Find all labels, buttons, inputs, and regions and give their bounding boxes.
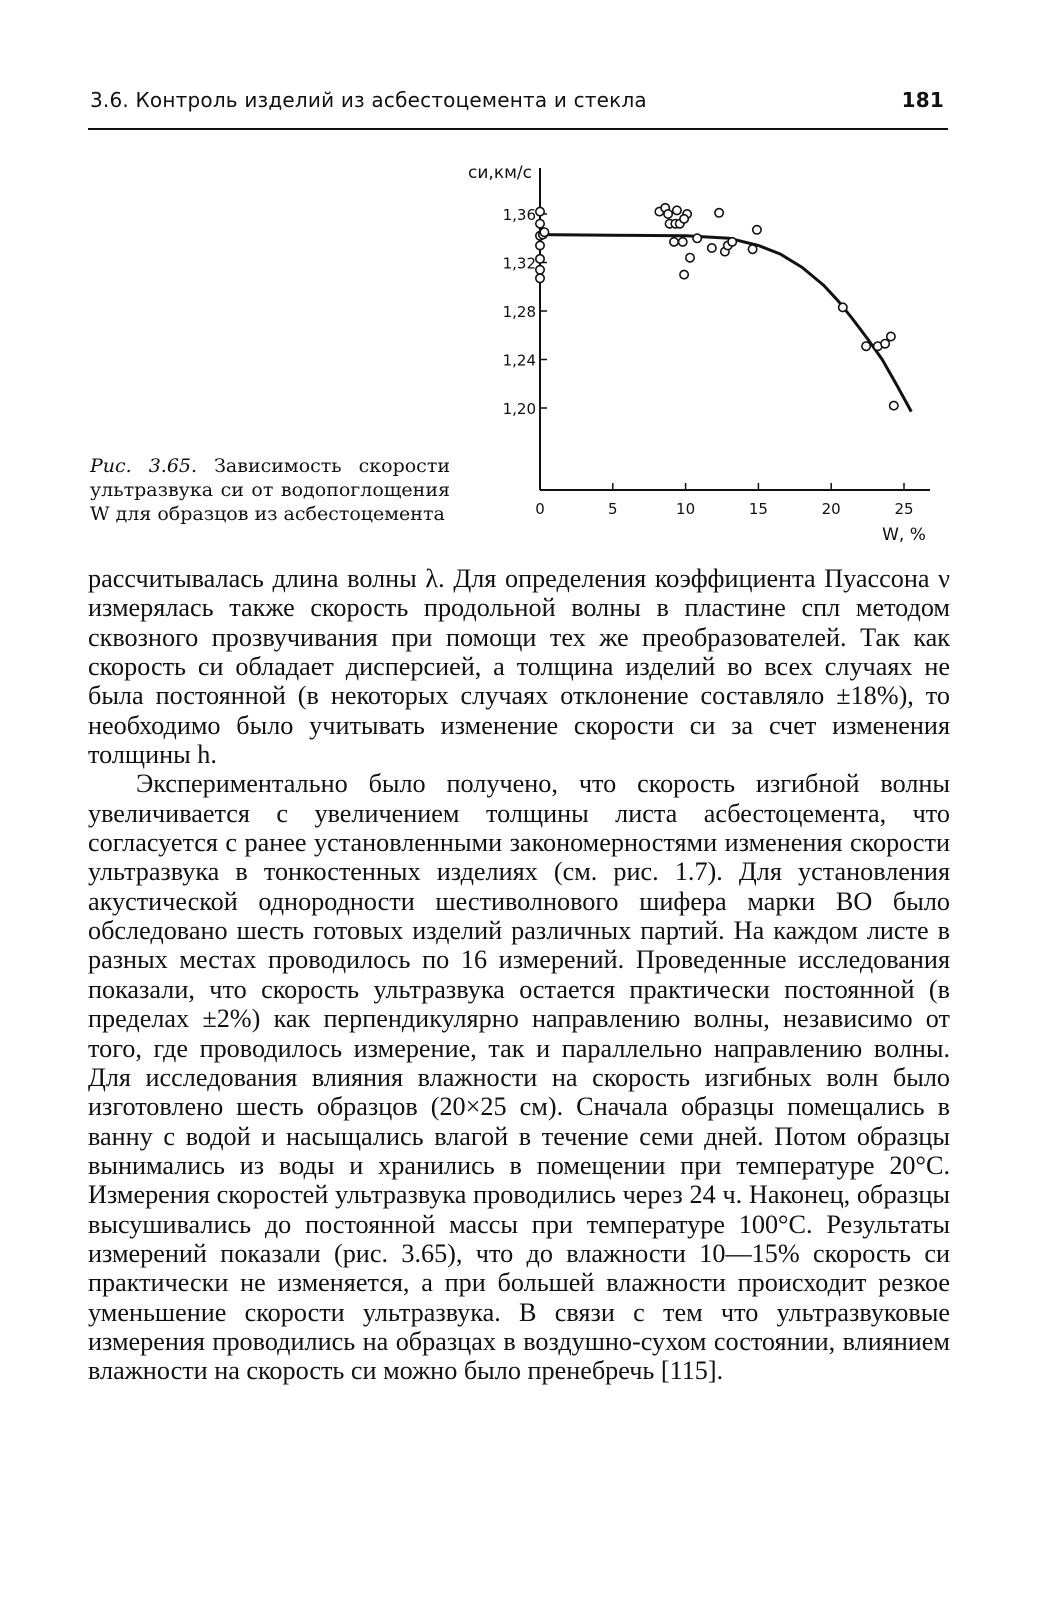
data-point [748, 245, 756, 253]
data-point [670, 238, 678, 246]
section-title: 3.6. Контроль изделий из асбестоцемента и стекла [90, 88, 647, 112]
data-point [862, 342, 870, 350]
data-point [540, 228, 548, 236]
y-tick-label: 1,20 [502, 400, 536, 418]
data-point [680, 215, 688, 223]
running-head [90, 88, 946, 112]
data-point [693, 234, 701, 242]
data-point [536, 255, 544, 263]
paragraph-1: рассчитывалась длина волны λ. Для определения коэффициента Пуассона ν измерялась также скорость продольной волны в пластине cпл методом сквозного прозвучивания при помощи тех же преобразователей. Так как скорость cи обладает дисперсией, а толщина изделий во всех случаях не была постоянной (в некоторых случаях отклонение составляло ±18%), то необходимо было учитывать изменение скорости cи за счет изменения толщины h. [88, 564, 950, 770]
velocity-vs-water-absorption-chart [460, 150, 960, 550]
data-point [673, 206, 681, 214]
paragraph-2: Экспериментально было получено, что скорость изгибной волны увеличивается с увеличением толщины листа асбестоцемента, что согласуется с ранее установленными закономерностями изменения скорости ультразвука в тонкостенных изделиях (см. рис. 1.7). Для установления акустической однородности шестиволнового шифера марки ВО было обследовано шесть готовых изделий различных партий. На каждом листе в разных местах проводилось по 16 измерений. Проведенные исследования показали, что скорость ультразвука остается практически постоянной (в пределах ±2%) как перпендикулярно направлению волны, независимо от того, где проводилось измерение, так и параллельно направлению волны. Для исследования влияния влажности на скорость изгибных волн было изготовлено шесть образцов (20×25 см). Сначала образцы помещались в ванну с водой и насыщались влагой в течение семи дней. Потом образцы вынимались из воды и хранились в помещении при температуре 20°C. Измерения скоростей ультразвука проводились через 24 ч. Наконец, образцы высушивались до постоянной массы при температуре 100°C. Результаты измерений показали (рис. 3.65), что до влажности 10—15% скорость cи практически не изменяется, а при большей влажности происходит резкое уменьшение скорости ультразвука. В связи с тем что ультразвуковые измерения проводились на образцах в воздушно-сухом состоянии, влиянием влажности на скорость cи можно было пренебречь [115]. [88, 769, 950, 1386]
x-tick-label: 25 [894, 500, 914, 518]
data-point [728, 238, 736, 246]
x-tick-label: 5 [608, 500, 618, 518]
data-point [680, 270, 688, 278]
body-text [88, 564, 950, 1386]
data-point [536, 207, 544, 215]
figure-caption [90, 454, 450, 526]
data-point [881, 340, 889, 348]
data-point [536, 241, 544, 249]
y-tick-label: 1,24 [502, 351, 536, 370]
header-rule [88, 128, 948, 130]
y-tick-label: 1,32 [502, 254, 536, 273]
data-point [839, 303, 847, 311]
data-point [753, 226, 761, 234]
y-tick-label: 1,28 [502, 303, 536, 321]
x-tick-label: 20 [821, 500, 841, 518]
data-point [890, 401, 898, 409]
data-point [664, 210, 672, 218]
x-tick-label: 10 [676, 500, 696, 518]
y-axis-label: cи,км/с [468, 163, 532, 183]
figure-caption-text: Зависимость скорости ультразвука cи от водопоглощения W для образцов из асбестоцемента [90, 455, 450, 525]
x-tick-label: 0 [535, 500, 545, 518]
y-tick-label: 1,36 [502, 206, 536, 224]
data-point [708, 244, 716, 252]
data-point [536, 220, 544, 228]
data-point [679, 238, 687, 246]
figure-label: Рис. 3.65. [90, 455, 198, 477]
data-point [536, 266, 544, 274]
fitted-curve [540, 235, 911, 412]
data-point [715, 209, 723, 217]
x-tick-label: 15 [748, 500, 768, 518]
data-point [686, 254, 694, 262]
data-point [887, 332, 895, 340]
x-axis-label: W, % [882, 525, 926, 545]
page-number: 181 [901, 88, 944, 112]
data-point [536, 274, 544, 282]
